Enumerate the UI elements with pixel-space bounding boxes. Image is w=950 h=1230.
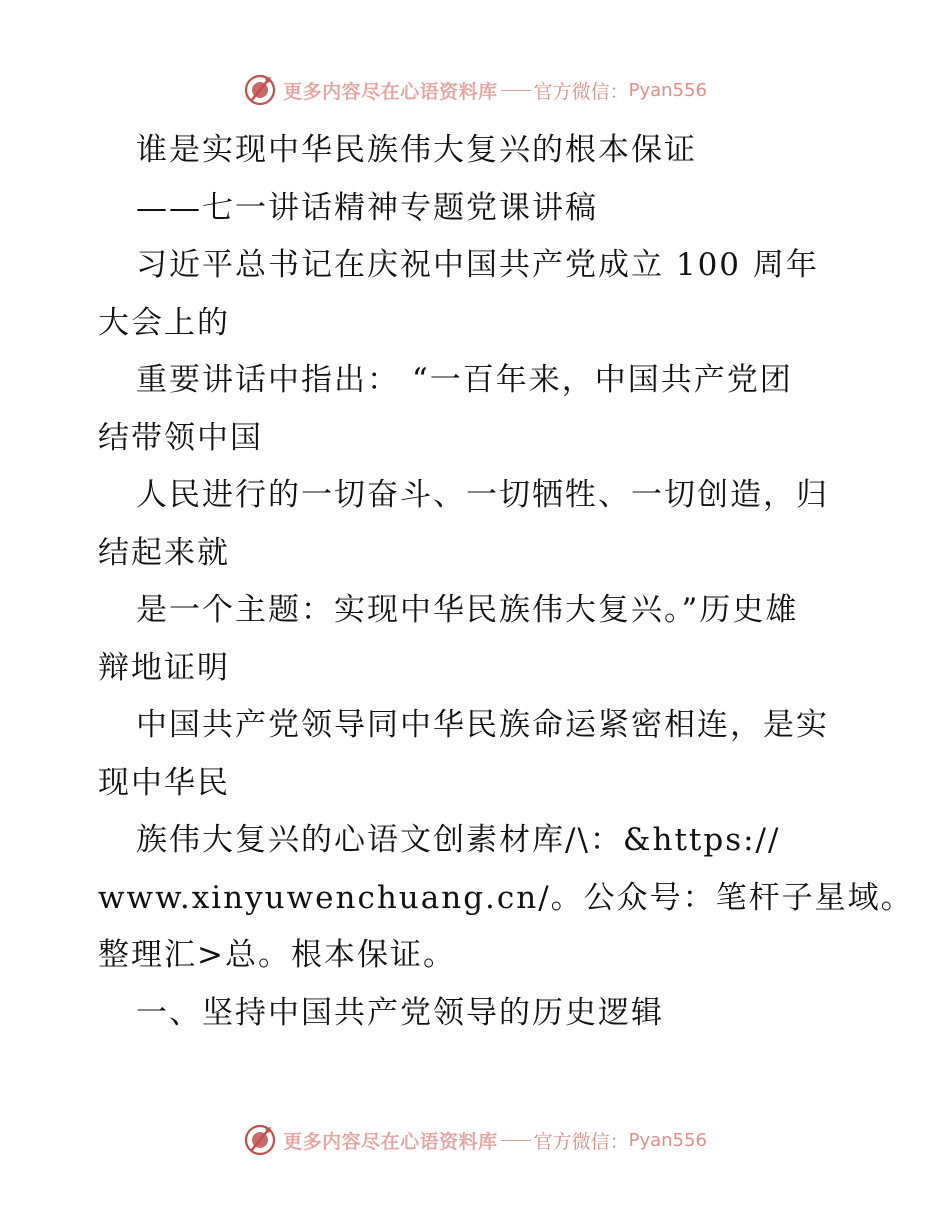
text-line: 结带领中国: [98, 419, 263, 456]
text-line: 重要讲话中指出： “一百年来，中国共产党团: [136, 362, 793, 398]
watermark-brand-text: 更多内容尽在心语资料库: [283, 80, 498, 103]
watermark-brand-text: 更多内容尽在心语资料库: [283, 1130, 498, 1153]
document-body: [98, 122, 914, 1042]
watermark-wechat-id: Pyan556: [628, 1129, 707, 1151]
document-subtitle: ——七一讲话精神专题党课讲稿: [136, 189, 598, 226]
quill-logo-icon: [243, 73, 277, 107]
watermark-divider: [501, 90, 531, 91]
text-line: 整理汇>总。根本保证。: [98, 937, 456, 973]
text-line: www.xinyuwenchuang.cn/。公众号：笔杆子星域。: [98, 879, 914, 916]
watermark-official-label: 官方微信：: [533, 1130, 629, 1153]
text-line: 习近平总书记在庆祝中国共产党成立 100 周年: [136, 247, 819, 283]
section-heading: 一、坚持中国共产党领导的历史逻辑: [136, 994, 664, 1031]
text-line: 中国共产党领导同中华民族命运紧密相连，是实: [136, 707, 829, 743]
document-title: 谁是实现中华民族伟大复兴的根本保证: [136, 132, 697, 168]
text-line: 族伟大复兴的心语文创素材库/\：&https://: [136, 822, 781, 858]
text-line: 人民进行的一切奋斗、一切牺牲、一切创造，归: [136, 477, 829, 513]
quill-logo-icon: [243, 1123, 277, 1157]
watermark-wechat-id: Pyan556: [628, 79, 707, 101]
watermark-divider: [501, 1140, 531, 1141]
text-line: 辩地证明: [98, 649, 230, 686]
header-watermark: [0, 70, 950, 110]
footer-watermark: [0, 1120, 950, 1160]
text-line: 大会上的: [98, 304, 230, 341]
text-line: 现中华民: [98, 764, 230, 801]
watermark-official-label: 官方微信：: [533, 80, 629, 103]
text-line: 结起来就: [98, 534, 230, 571]
text-line: 是一个主题：实现中华民族伟大复兴。”历史雄: [136, 592, 799, 628]
